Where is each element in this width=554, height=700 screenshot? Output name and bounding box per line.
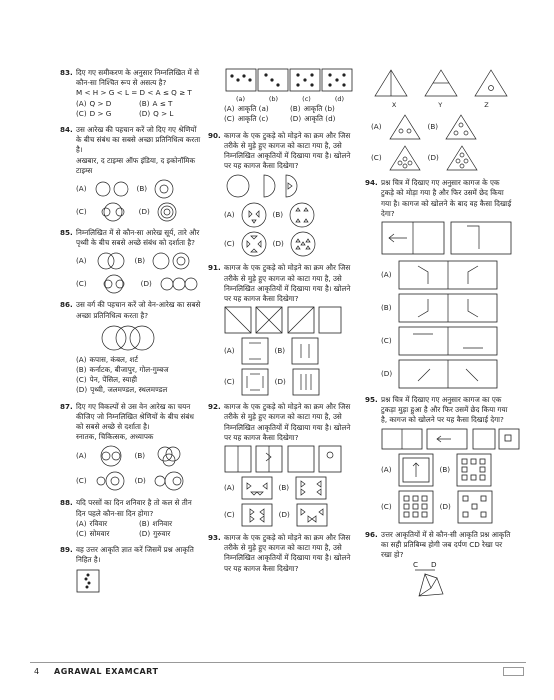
question-93-figures: X Y Z (A) (B) (C) (D) — [365, 68, 513, 172]
option-b-figure — [291, 337, 319, 365]
question-89: 89. वह उत्तर आकृति ज्ञात करें जिसमें प्रश्न आकृति निहित है। — [60, 545, 202, 592]
fold-sequence-square-2 — [224, 445, 344, 473]
question-94: 94. प्रश्न चित्र में दिखाए गए अनुसार कागज के एक टुकड़े को मोड़ा गया है और फिर उसमें छेद किया गया है। कागज को खोलने के बाद वह कैसा दिखाई देगा? (A) (B) (C) (D) — [365, 178, 513, 389]
venn-option-d — [152, 470, 188, 492]
option-c-figure — [398, 326, 498, 356]
option-b-figure — [456, 453, 492, 487]
venn-option-d — [156, 202, 178, 222]
option-d-figure — [290, 231, 316, 257]
option-a-figure — [241, 476, 273, 500]
venn-option-c — [93, 470, 129, 492]
option-b-figure — [289, 202, 315, 228]
option-b-figure — [295, 476, 327, 500]
option-a-figure — [241, 202, 267, 228]
triangle-fold-sequence — [371, 68, 511, 100]
fold-sequence-circle — [224, 173, 334, 199]
page-footer — [30, 662, 526, 677]
question-95: 95. प्रश्न चित्र में दिखाए गए अनुसार कागज का एक टुकड़ा मुड़ा हुआ है और फिर उसमें छेद किया गया है, कागज को खोलने पर यह कैसा दिखाई देगा? (A) (B) (C) (D) — [365, 395, 513, 524]
venn-question-figure — [96, 323, 156, 353]
option-d-figure — [296, 503, 328, 527]
question-89-options: (a) (b) (c) (d) (A) आकृति (a) (B) आकृति (b) (C) आकृति (c) (D) आकृति (d) — [208, 68, 356, 125]
question-85: 85. निम्नलिखित में से कौन-सा आरेख सूर्य, तारे और पृथ्वी के बीच सबसे अच्छे संबंध को दर्शाता है? (A) (B) (C) (D) — [60, 228, 202, 294]
venn-option-a — [93, 180, 131, 198]
venn-option-a — [93, 251, 129, 271]
option-c-figure — [241, 368, 269, 396]
option-d-figure — [457, 490, 493, 524]
venn-option-b — [151, 445, 187, 467]
question-91: 91. कागज के एक टुकड़े को मोड़ने का क्रम और जिस तरीके से मुड़े हुए कागज को काटा गया है, उसे निम्नलिखित आकृतियों में दिखाया गया है। खोलने पर यह कागज कैसा दिखेगा? (A) (B) (C) (D) — [208, 263, 356, 396]
column-3 — [365, 68, 513, 606]
venn-option-c — [93, 202, 133, 222]
question-96: 96. उत्तर आकृतियों में से कौन-सी आकृति प्रश्न आकृति का सही प्रतिबिम्ब होगी जब दर्पण CD रेखा पर रखा हो? C D — [365, 530, 513, 601]
question-93: 93. कागज के एक टुकड़े को मोड़ने का क्रम और जिस तरीके से मुड़े हुए कागज को काटा गया है, उसे निम्नलिखित आकृतियों में दिखाया गया है। खोलने पर यह कागज कैसा दिखेगा? — [208, 533, 351, 573]
footer-badge — [503, 667, 524, 676]
option-c-figure — [398, 490, 434, 524]
option-a-figure — [241, 337, 269, 365]
option-c-figure — [241, 231, 267, 257]
venn-option-d — [158, 274, 200, 294]
fold-sequence-square — [224, 306, 344, 334]
question-86: 86. उस वर्ग की पहचान करें जो वेन-आरेख का सबसे अच्छा प्रतिनिधित्व करता है? (A) कपास, कंबल, शर्ट (B) कर्नाटक, बीजापुर, गोल-गुम्बज (C) पेन, पेंसिल, स्याही (D) पृथ्वी, जलमण्डल, स्थलमण्डल — [60, 300, 201, 395]
venn-option-c — [93, 274, 135, 294]
option-d-figure — [398, 359, 498, 389]
question-87: 87. दिए गए विकल्पों से उस वेन आरेख का चयन कीजिए जो निम्नलिखित श्रेणियों के बीच संबंध को सबसे अच्छे से दर्शाता है। स्नातक, चिकित्सक, अध्यापक (A) (B) (C) (D) — [60, 402, 202, 493]
venn-option-a — [93, 445, 129, 467]
mirror-question-figure — [409, 568, 459, 600]
option-a-figure — [398, 260, 498, 290]
option-b-figure — [398, 293, 498, 323]
option-d-figure — [445, 144, 479, 172]
paper-fold-sequence-2 — [381, 428, 521, 450]
option-c-figure — [388, 144, 422, 172]
question-84: 84. उस आरेख की पहचान करें जो दिए गए श्रेणियों के बीच संबंध का सबसे अच्छा प्रतिनिधित्व करता है। अखबार, द टाइम्स ऑफ इंडिया, द इकोनॉमिक टाइम्स (A) (B) (C) (D) — [60, 125, 202, 222]
column-2 — [208, 68, 356, 580]
venn-option-b — [151, 251, 191, 271]
option-c-figure — [241, 503, 273, 527]
brand-name: AGRAWAL EXAMCART — [54, 667, 159, 676]
column-1 — [60, 68, 202, 599]
question-90: 90. कागज के एक टुकड़े को मोड़ने का क्रम और जिस तरीके से मुड़े हुए कागज को काटा गया है, उसे निम्नलिखित आकृतियों में दिखाया गया है। खोलने पर यह कागज कैसा दिखेगा? (A) (B) (C) (D) — [208, 131, 356, 258]
question-92: 92. कागज के एक टुकड़े को मोड़ने का क्रम और जिस तरीके से मुड़े हुए कागज को काटा गया है, उसे निम्नलिखित आकृतियों में दिखाया गया है। खोलने पर यह कागज कैसा दिखेगा? (A) (B) (C) (D) — [208, 402, 356, 527]
option-a-figure — [388, 113, 422, 141]
page-number: 4 — [34, 667, 40, 676]
option-d-figure — [292, 368, 320, 396]
question-83: 83. दिए गए समीकरण के अनुसार निम्नलिखित में से कौन-सा निश्चित रूप से असत्य है? M < H > G < L = D < A ≤ Q ≥ T (A) Q > D (B) A ≤ T (C) D > G (D) Q > L — [60, 68, 199, 118]
paper-fold-sequence — [381, 221, 513, 257]
venn-option-b — [153, 179, 175, 199]
question-figure-dots — [76, 569, 100, 593]
option-b-figure — [444, 113, 478, 141]
answer-figures-dots — [224, 68, 356, 94]
option-a-figure — [398, 453, 434, 487]
question-88: 88. यदि परसों का दिन शनिवार है तो कल से तीन दिन पहले कौन-सा दिन होगा? (A) रविवार (B) शनिवार (C) सोमवार (D) गुरुवार — [60, 498, 192, 539]
